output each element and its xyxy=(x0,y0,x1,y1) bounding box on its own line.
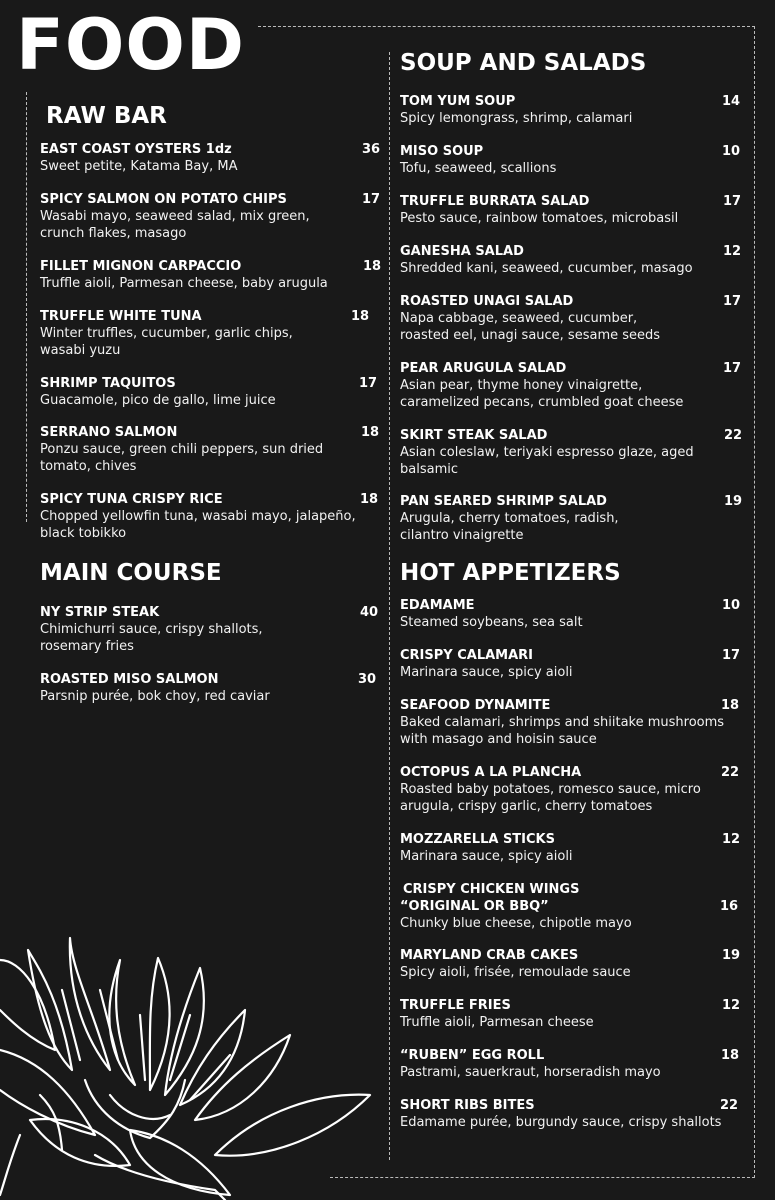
section-heading-raw-bar: RAW BAR xyxy=(46,103,167,129)
menu-item-ganesha-salad xyxy=(400,243,745,277)
menu-item-truffle-burrata-salad xyxy=(400,193,745,227)
menu-item-spicy-tuna-crispy-rice xyxy=(40,491,380,542)
menu-item-edamame xyxy=(400,597,745,631)
menu-item-crispy-calamari xyxy=(400,647,745,681)
item-price: 30 xyxy=(358,672,377,687)
item-name: TRUFFLE BURRATA SALAD xyxy=(400,194,590,209)
item-price: 18 xyxy=(721,1048,740,1063)
frame-border-top xyxy=(258,26,755,27)
item-name: TOM YUM SOUP xyxy=(400,94,516,109)
menu-item-shrimp-taquitos xyxy=(40,375,380,409)
menu-item-truffle-white-tuna xyxy=(40,308,380,359)
item-price: 19 xyxy=(722,948,741,963)
page-title: FOOD xyxy=(16,4,245,86)
item-description: Spicy aioli, frisée, remoulade sauce xyxy=(400,965,631,980)
item-description: Chopped yellowfin tuna, wasabi mayo, jalapeño, black tobikko xyxy=(40,509,356,541)
item-description: Truffle aioli, Parmesan cheese, baby arugula xyxy=(40,276,328,291)
menu-item-skirt-steak-salad xyxy=(400,427,745,478)
item-description: Marinara sauce, spicy aioli xyxy=(400,665,573,680)
menu-item-crispy-chicken-wings xyxy=(400,881,745,932)
menu-item-pear-arugula-salad xyxy=(400,360,745,411)
section-heading-hot-appetizers: HOT APPETIZERS xyxy=(400,560,621,586)
menu-item-roasted-unagi-salad xyxy=(400,293,745,344)
item-price: 12 xyxy=(722,998,741,1013)
item-price: 17 xyxy=(359,376,378,391)
item-price: 36 xyxy=(362,142,381,157)
item-price: 22 xyxy=(720,1098,739,1113)
menu-item-east-coast-oysters xyxy=(40,141,380,175)
item-description: Chimichurri sauce, crispy shallots, rosemary fries xyxy=(40,622,263,654)
item-name: SHRIMP TAQUITOS xyxy=(40,376,176,391)
item-description: Parsnip purée, bok choy, red caviar xyxy=(40,689,270,704)
item-price: 10 xyxy=(722,144,741,159)
item-price: 17 xyxy=(723,294,742,309)
item-description: Asian coleslaw, teriyaki espresso glaze, aged balsamic xyxy=(400,445,694,477)
item-description: Napa cabbage, seaweed, cucumber, roasted eel, unagi sauce, sesame seeds xyxy=(400,311,661,343)
item-description: Chunky blue cheese, chipotle mayo xyxy=(400,916,632,931)
item-name: SHORT RIBS BITES xyxy=(400,1098,535,1113)
menu-item-octopus-a-la-plancha xyxy=(400,764,745,815)
menu-item-mozzarella-sticks xyxy=(400,831,745,865)
item-name: CRISPY CALAMARI xyxy=(400,648,534,663)
item-name-option: “ORIGINAL OR BBQ” xyxy=(400,899,549,914)
menu-item-seafood-dynamite xyxy=(400,697,745,748)
item-description: Shredded kani, seaweed, cucumber, masago xyxy=(400,261,693,276)
item-name: ROASTED UNAGI SALAD xyxy=(400,294,574,309)
item-price: 10 xyxy=(722,598,741,613)
section-heading-soup-and-salads: SOUP AND SALADS xyxy=(400,50,647,76)
item-description: Spicy lemongrass, shrimp, calamari xyxy=(400,111,633,126)
menu-item-ny-strip-steak xyxy=(40,604,380,655)
item-name: TRUFFLE WHITE TUNA xyxy=(40,309,202,324)
item-price: 19 xyxy=(724,494,743,509)
item-description: Arugula, cherry tomatoes, radish, cilantro vinaigrette xyxy=(400,511,619,543)
item-description: Truffle aioli, Parmesan cheese xyxy=(400,1015,594,1030)
item-description: Winter truffles, cucumber, garlic chips, wasabi yuzu xyxy=(40,326,293,358)
item-name: SPICY TUNA CRISPY RICE xyxy=(40,492,223,507)
item-name: SKIRT STEAK SALAD xyxy=(400,428,548,443)
item-price: 18 xyxy=(361,425,380,440)
item-description: Roasted baby potatoes, romesco sauce, micro arugula, crispy garlic, cherry tomatoes xyxy=(400,782,701,814)
item-name: SERRANO SALMON xyxy=(40,425,178,440)
frame-border-right xyxy=(754,26,755,1178)
frame-border-left xyxy=(26,92,27,522)
menu-item-spicy-salmon-potato-chips xyxy=(40,191,380,242)
item-name: NY STRIP STEAK xyxy=(40,605,160,620)
item-price: 17 xyxy=(723,361,742,376)
item-description: Asian pear, thyme honey vinaigrette, caramelized pecans, crumbled goat cheese xyxy=(400,378,684,410)
item-price: 14 xyxy=(722,94,741,109)
item-description: Baked calamari, shrimps and shiitake mushrooms with masago and hoisin sauce xyxy=(400,715,725,747)
item-name: CRISPY CHICKEN WINGS xyxy=(403,882,580,897)
item-price: 17 xyxy=(362,192,381,207)
item-price: 18 xyxy=(360,492,379,507)
item-description: Ponzu sauce, green chili peppers, sun dried tomato, chives xyxy=(40,442,324,474)
menu-item-pan-seared-shrimp-salad xyxy=(400,493,745,544)
menu-item-fillet-mignon-carpaccio xyxy=(40,258,380,292)
item-name: MOZZARELLA STICKS xyxy=(400,832,555,847)
item-price: 12 xyxy=(723,244,742,259)
item-description: Sweet petite, Katama Bay, MA xyxy=(40,159,238,174)
item-name: “RUBEN” EGG ROLL xyxy=(400,1048,545,1063)
item-price: 17 xyxy=(723,194,742,209)
item-description: Wasabi mayo, seaweed salad, mix green, crunch flakes, masago xyxy=(40,209,310,241)
item-name: PAN SEARED SHRIMP SALAD xyxy=(400,494,607,509)
item-price: 12 xyxy=(722,832,741,847)
item-price: 22 xyxy=(724,428,743,443)
menu-item-maryland-crab-cakes xyxy=(400,947,745,981)
item-name: GANESHA SALAD xyxy=(400,244,524,259)
menu-item-roasted-miso-salmon xyxy=(40,671,380,705)
item-name: FILLET MIGNON CARPACCIO xyxy=(40,259,242,274)
item-price: 22 xyxy=(721,765,740,780)
item-name: MISO SOUP xyxy=(400,144,484,159)
item-name: PEAR ARUGULA SALAD xyxy=(400,361,567,376)
item-name: ROASTED MISO SALMON xyxy=(40,672,219,687)
menu-item-miso-soup xyxy=(400,143,745,177)
frame-border-bottom xyxy=(330,1177,755,1178)
menu-item-serrano-salmon xyxy=(40,424,380,475)
item-description: Guacamole, pico de gallo, lime juice xyxy=(40,393,276,408)
item-price: 17 xyxy=(722,648,741,663)
item-description: Steamed soybeans, sea salt xyxy=(400,615,583,630)
section-heading-main-course: MAIN COURSE xyxy=(40,560,222,586)
item-name: SPICY SALMON ON POTATO CHIPS xyxy=(40,192,287,207)
item-name: MARYLAND CRAB CAKES xyxy=(400,948,579,963)
item-description: Edamame purée, burgundy sauce, crispy shallots xyxy=(400,1115,722,1130)
item-name: OCTOPUS A LA PLANCHA xyxy=(400,765,582,780)
item-price: 18 xyxy=(351,309,370,324)
lotus-flower-illustration xyxy=(0,920,390,1200)
menu-item-ruben-egg-roll xyxy=(400,1047,745,1081)
item-description: Tofu, seaweed, scallions xyxy=(400,161,557,176)
item-description: Pesto sauce, rainbow tomatoes, microbasil xyxy=(400,211,679,226)
item-description: Pastrami, sauerkraut, horseradish mayo xyxy=(400,1065,661,1080)
item-description: Marinara sauce, spicy aioli xyxy=(400,849,573,864)
item-price: 18 xyxy=(363,259,382,274)
item-price: 16 xyxy=(720,899,739,914)
menu-item-short-ribs-bites xyxy=(400,1097,745,1131)
item-name: SEAFOOD DYNAMITE xyxy=(400,698,551,713)
item-name: EAST COAST OYSTERS 1dz xyxy=(40,142,232,157)
menu-item-tom-yum-soup xyxy=(400,93,745,127)
menu-item-truffle-fries xyxy=(400,997,745,1031)
item-name: EDAMAME xyxy=(400,598,475,613)
item-price: 18 xyxy=(721,698,740,713)
item-name: TRUFFLE FRIES xyxy=(400,998,511,1013)
item-price: 40 xyxy=(360,605,379,620)
